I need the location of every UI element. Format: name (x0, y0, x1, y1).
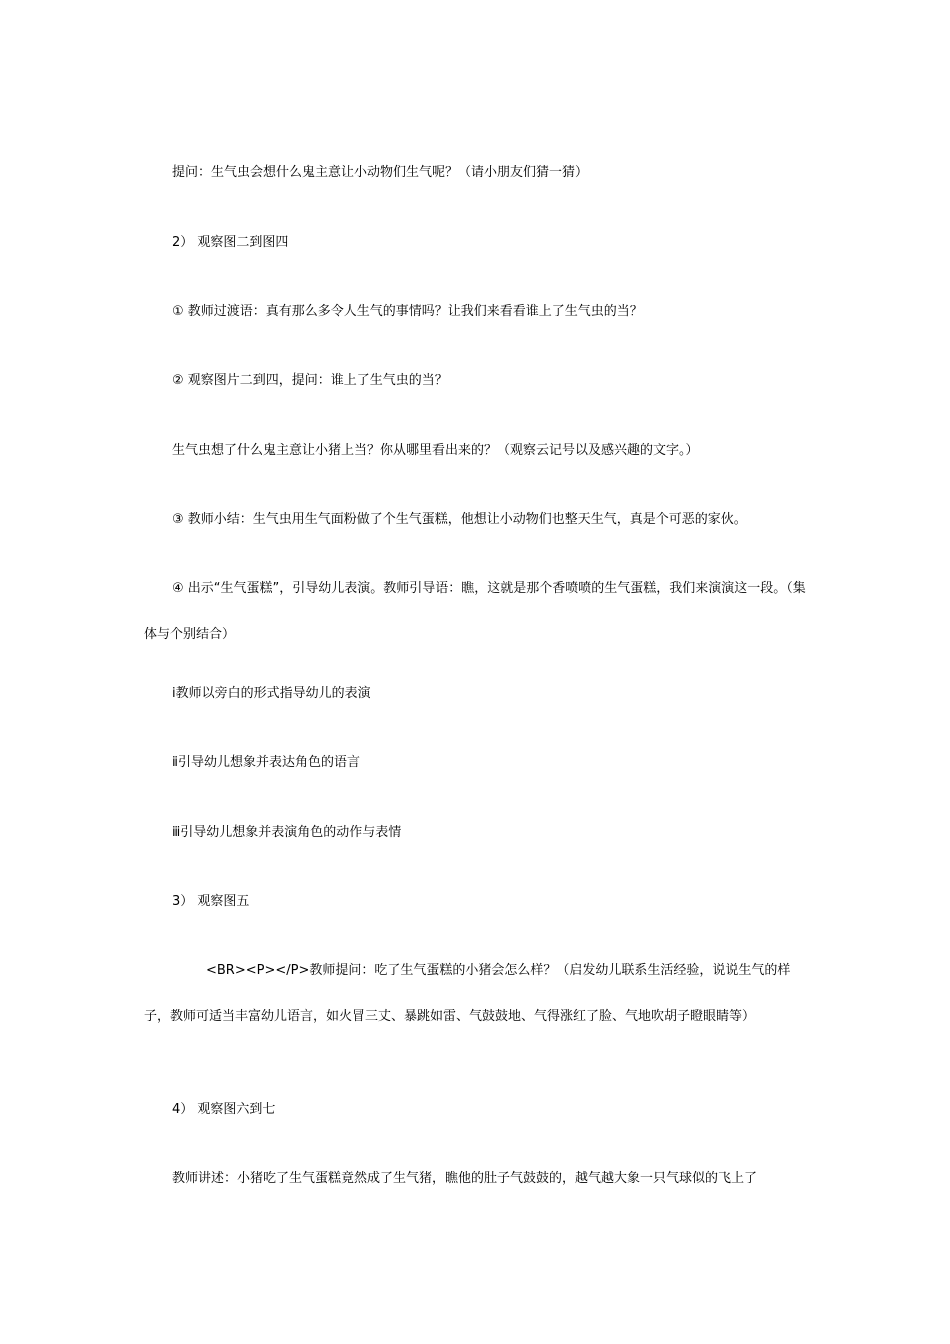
paragraph-trick-question: 生气虫想了什么鬼主意让小猪上当？你从哪里看出来的？（观察云记号以及感兴趣的文字。） (172, 443, 699, 458)
paragraph-teacher-summary: ③ 教师小结：生气虫用生气面粉做了个生气蛋糕，他想让小动物们也整天生气，真是个可恶的家伙。 (172, 512, 747, 527)
paragraph-show-cake: ④ 出示“生气蛋糕”，引导幼儿表演。教师引导语：瞧，这就是那个香喷喷的生气蛋糕，我们来演演这一段。（集体与个别结合） (144, 581, 806, 642)
heading-observe-2-4: 2） 观察图二到图四 (172, 235, 289, 250)
paragraph-observe-pictures: ② 观察图片二到四，提问：谁上了生气虫的当？ (172, 373, 448, 388)
paragraph-item-ii: ⅱ引导幼儿想象并表达角色的语言 (172, 755, 360, 770)
paragraph-teacher-question: <BR><P></P>教师提问：吃了生气蛋糕的小猪会怎么样？（启发幼儿联系生活经验，说说生气的样子，教师可适当丰富幼儿语言，如火冒三丈、暴跳如雷、气鼓鼓地、气得涨红了脸、气地吹胡子瞪眼睛等） (144, 963, 791, 1024)
heading-observe-6-7: 4） 观察图六到七 (172, 1102, 276, 1117)
paragraph-question-trick: 提问：生气虫会想什么鬼主意让小动物们生气呢？（请小朋友们猜一猜） (172, 165, 589, 180)
heading-observe-5: 3） 观察图五 (172, 894, 250, 909)
paragraph-teacher-transition: ① 教师过渡语：真有那么多令人生气的事情吗？让我们来看看谁上了生气虫的当？ (172, 304, 643, 319)
paragraph-item-i: ⅰ教师以旁白的形式指导幼儿的表演 (172, 686, 371, 701)
paragraph-teacher-narration: 教师讲述：小猪吃了生气蛋糕竟然成了生气猪，瞧他的肚子气鼓鼓的，越气越大象一只气球似的飞上了 (172, 1171, 758, 1186)
paragraph-item-iii: ⅲ引导幼儿想象并表演角色的动作与表情 (172, 825, 402, 840)
